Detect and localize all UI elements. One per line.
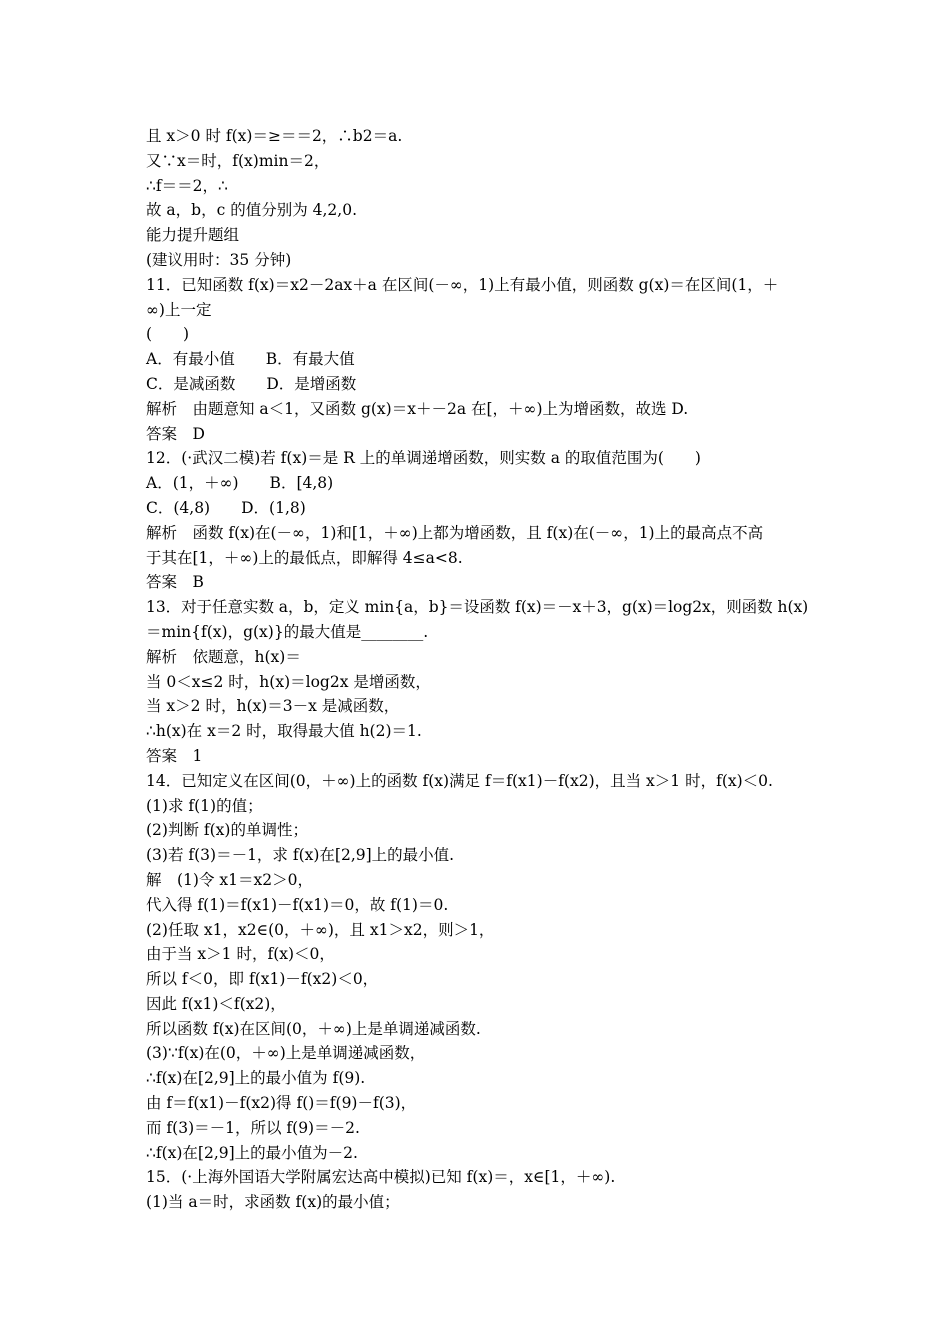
options-cd: C．(4,8) D．(1,8) [146,498,306,517]
question-11-line-2: ∞)上一定 [146,300,212,319]
answer-13: 答案 1 [146,746,203,765]
options-cd: C．是减函数 D．是增函数 [146,374,357,393]
text-line: 当 x＞2 时，h(x)＝3－x 是减函数， [146,697,400,716]
document-page [146,124,808,1215]
answer-11: 答案 D [146,424,205,443]
question-12: 12．(·武汉二模)若 f(x)＝是 R 上的单调递增函数，则实数 a 的取值范围为( ) [146,449,701,468]
text-line: ∴f(x)在[2,9]上的最小值为 f(9). [146,1069,366,1088]
options-ab: A．(1，＋∞) B．[4,8) [146,474,334,493]
text-line: 所以 f＜0，即 f(x1)－f(x2)＜0， [146,970,379,989]
answer-12: 答案 B [146,573,204,592]
question-14: 14．已知定义在区间(0，＋∞)上的函数 f(x)满足 f＝f(x1)－f(x2)，且当 x＞1 时，f(x)＜0. [146,771,773,790]
sub-question: (1)当 a＝时，求函数 f(x)的最小值； [146,1193,400,1212]
sub-question: (2)判断 f(x)的单调性； [146,821,308,840]
time-suggestion: (建议用时：35 分钟) [146,250,292,269]
text-line: 因此 f(x1)＜f(x2)， [146,994,286,1013]
question-11-line-1: 11．已知函数 f(x)＝x2－2ax＋a 在区间(－∞，1)上有最小值，则函数 g(x)＝在区间(1，＋ [146,275,779,294]
question-13-line-1: 13．对于任意实数 a，b，定义 min{a，b}＝设函数 f(x)＝－x＋3，g(x)＝log2x，则函数 h(x) [146,598,809,617]
analysis-11: 解析 由题意知 a＜1，又函数 g(x)＝x＋－2a 在[，＋∞)上为增函数，故选 D. [146,399,689,418]
text-line: 由 f＝f(x1)－f(x2)得 f()＝f(9)－f(3)， [146,1094,417,1113]
analysis-12-line-2: 于其在[1，＋∞)上的最低点，即解得 4≤a<8. [146,548,463,567]
analysis-13: 解析 依题意，h(x)＝ [146,647,301,666]
text-line: ∴h(x)在 x＝2 时，取得最大值 h(2)＝1. [146,722,422,741]
options-ab: A．有最小值 B．有最大值 [146,350,355,369]
text-line: 由于当 x＞1 时，f(x)＜0， [146,945,335,964]
text-line: 又∵x＝时，f(x)min＝2， [146,151,330,170]
question-15: 15．(·上海外国语大学附属宏达高中模拟)已知 f(x)＝，x∈[1，＋∞). [146,1168,616,1187]
text-line: (2)任取 x1，x2∈(0，＋∞)，且 x1＞x2，则＞1， [146,920,495,939]
text-line: 当 0＜x≤2 时，h(x)＝log2x 是增函数， [146,672,431,691]
text-line: (3)∵f(x)在(0，＋∞)上是单调递减函数， [146,1044,426,1063]
text-line: 故 a，b，c 的值分别为 4,2,0. [146,201,357,220]
text-line: 而 f(3)＝－1，所以 f(9)＝－2. [146,1118,360,1137]
text-line: ∴f(x)在[2,9]上的最小值为－2. [146,1143,358,1162]
text-line: 代入得 f(1)＝f(x1)－f(x1)＝0，故 f(1)＝0. [146,895,449,914]
text-line: 且 x＞0 时 f(x)＝≥＝＝2，∴b2＝a. [146,127,403,145]
text-line: 所以函数 f(x)在区间(0，＋∞)上是单调递减函数. [146,1019,481,1038]
text-line: ∴f＝＝2，∴ [146,176,228,195]
solution-14: 解 (1)令 x1＝x2＞0， [146,870,313,889]
sub-question: (3)若 f(3)＝－1，求 f(x)在[2,9]上的最小值. [146,846,455,865]
analysis-12-line-1: 解析 函数 f(x)在(－∞，1)和[1，＋∞)上都为增函数，且 f(x)在(－∞，1)上的最高点不高 [146,523,764,542]
sub-question: (1)求 f(1)的值； [146,796,263,815]
answer-blank: ( ) [146,325,190,344]
section-heading: 能力提升题组 [146,226,240,245]
question-13-line-2: ＝min{f(x)，g(x)}的最大值是________. [146,622,429,641]
